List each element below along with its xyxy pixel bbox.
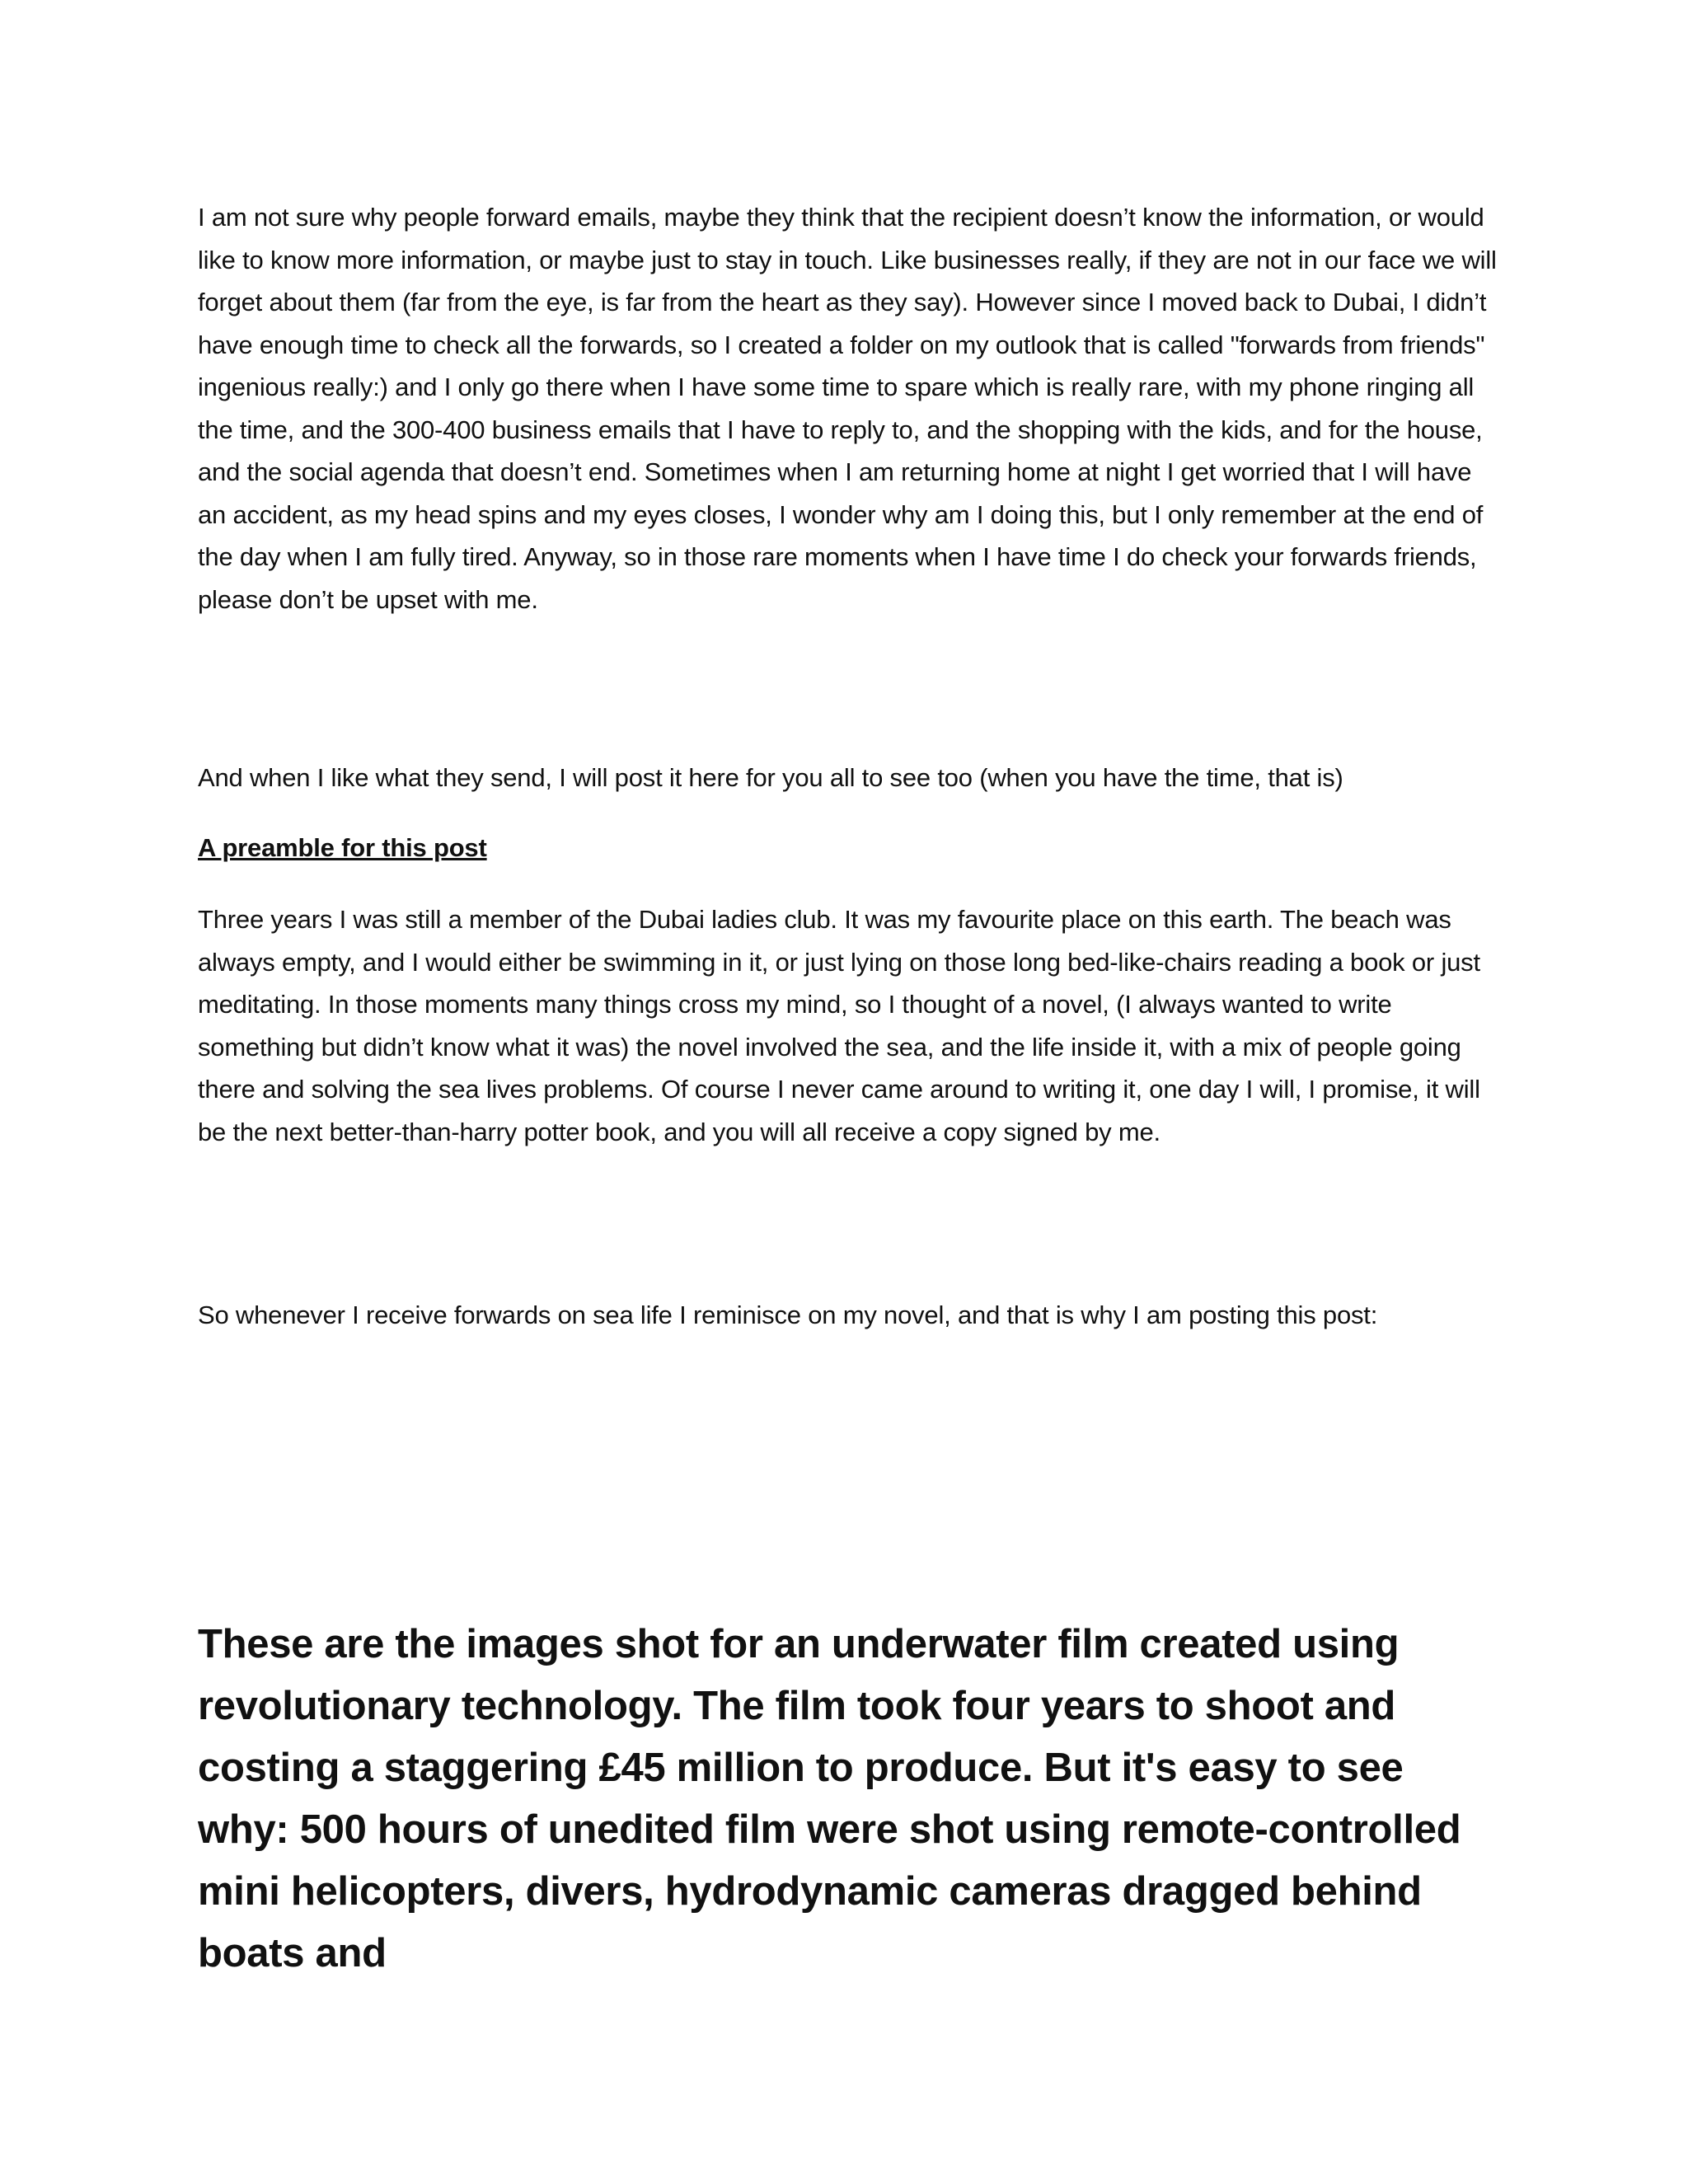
film-description-paragraph: These are the images shot for an underwater film created using revolutionary technology. The film took four years to shoot and costing a staggering £45 million to produce. But it's easy to see why: 500 hours of unedited film were shot using remote-controlled mini helicopters, divers, hydrodynamic cameras dragged behind boats and	[198, 1622, 1461, 1975]
preamble-heading: A preamble for this post	[198, 833, 487, 862]
sea-life-paragraph: So whenever I receive forwards on sea life I reminisce on my novel, and that is why I am posting this post:	[198, 1301, 1378, 1329]
intro-paragraph: I am not sure why people forward emails, maybe they think that the recipient doesn’t know the information, or would like to know more information, or maybe just to stay in touch. Like businesses really, if they are not in our face we will forget about them (far from the eye, is far from the heart as they say). However since I moved back to Dubai, I didn’t have enough time to check all the forwards, so I created a folder on my outlook that is called "forwards from friends" ingenious really:) and I only go there when I have some time to spare which is really rare, with my phone ringing all the time, and the 300-400 business emails that I have to reply to, and the shopping with the kids, and for the house, and the social agenda that doesn’t end. Sometimes when I am returning home at night I get worried that I will have an accident, as my head spins and my eyes closes, I wonder why am I doing this, but I only remember at the end of the day when I am fully tired. Anyway, so in those rare moments when I have time I do check your forwards friends, please don’t be upset with me.	[198, 203, 1497, 614]
post-forwards-paragraph: And when I like what they send, I will post it here for you all to see too (when you have the time, that is)	[198, 763, 1343, 792]
novel-paragraph: Three years I was still a member of the Dubai ladies club. It was my favourite place on this earth. The beach was always empty, and I would either be swimming in it, or just lying on those long bed-like-chairs reading a book or just meditating. In those moments many things cross my mind, so I thought of a novel, (I always wanted to write something but didn’t know what it was) the novel involved the sea, and the life inside it, with a mix of people going there and solving the sea lives problems. Of course I never came around to writing it, one day I will, I promise, it will be the next better-than-harry potter book, and you will all receive a copy signed by me.	[198, 905, 1480, 1146]
